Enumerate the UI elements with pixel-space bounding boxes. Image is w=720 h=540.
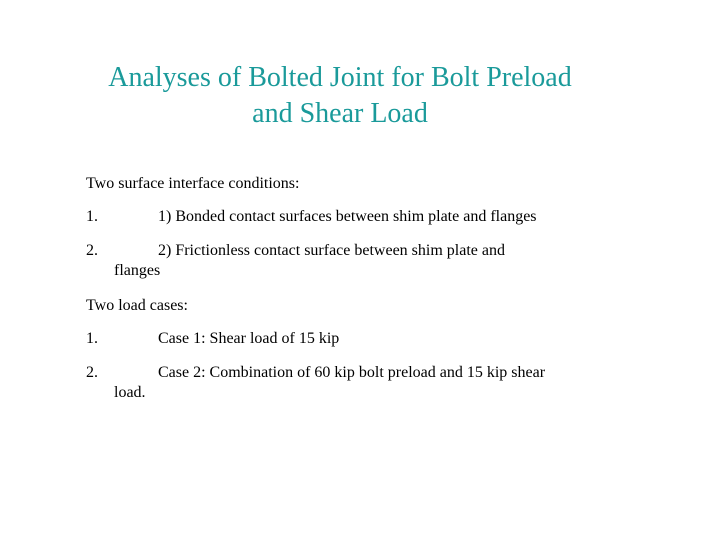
- list-item-text: Case 1: Shear load of 15 kip: [158, 330, 340, 347]
- list-item: [86, 363, 646, 403]
- slide-title-line-1: Analyses of Bolted Joint for Bolt Preload: [108, 62, 572, 93]
- list-item-number: 1.: [86, 208, 98, 225]
- list-item: [86, 241, 646, 281]
- list-item: [86, 329, 646, 349]
- list-item-number: 2.: [86, 364, 98, 381]
- list-item-text: 1) Bonded contact surfaces between shim plate and flanges: [158, 208, 537, 225]
- slide-title-line-2: and Shear Load: [252, 98, 428, 129]
- list-item-text: Case 2: Combination of 60 kip bolt preload and 15 kip shear: [158, 364, 546, 381]
- slide-body: [86, 174, 646, 403]
- list-item-number: 2.: [86, 242, 98, 259]
- slide-title: [40, 60, 640, 132]
- list-item: [86, 207, 646, 227]
- list-item-continuation: flanges: [114, 262, 161, 279]
- section-heading-interface: Two surface interface conditions:: [86, 175, 300, 192]
- list-item-continuation: load.: [114, 384, 146, 401]
- list-item-number: 1.: [86, 330, 98, 347]
- section-heading-load-cases: Two load cases:: [86, 297, 188, 314]
- list-item-text: 2) Frictionless contact surface between shim plate and: [158, 242, 505, 259]
